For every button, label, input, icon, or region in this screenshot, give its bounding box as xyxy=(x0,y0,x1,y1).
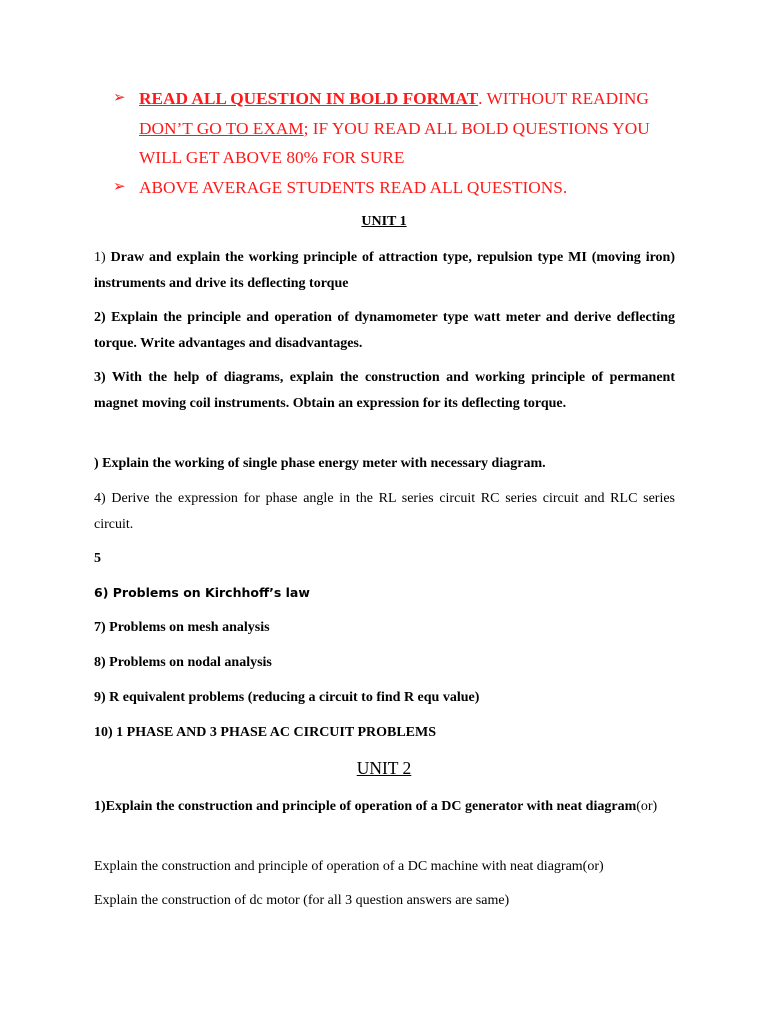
unit2-heading: UNIT 2 xyxy=(356,758,412,778)
unit1-question-3: 3) With the help of diagrams, explain the construction and working principle of permanent magnet moving coil instruments. Obtain an expression for its deflecting torque. xyxy=(94,370,675,411)
notice-line2-rest: ; IF YOU READ ALL BOLD QUESTIONS YOU xyxy=(303,118,650,138)
unit1-question-1 xyxy=(94,245,675,297)
unit1-question-2: 2) Explain the principle and operation of dynamometer type watt meter and derive deflecting torque. Write advantages and disadvantages. xyxy=(94,310,675,351)
unit1-question-9: 9) R equivalent problems (reducing a circuit to find R equ value) xyxy=(94,690,480,705)
notice-line4: ABOVE AVERAGE STUDENTS READ ALL QUESTIONS. xyxy=(139,177,568,197)
question-text: Draw and explain the working principle of attraction type, repulsion type MI (moving iron) instruments and drive its deflecting torque xyxy=(94,250,675,291)
notice-bullet-2 xyxy=(113,173,693,203)
unit2-question-1-alt-1: Explain the construction and principle of operation of a DC machine with neat diagram(or) xyxy=(94,859,604,874)
notice-bold-instruction: READ ALL QUESTION IN BOLD FORMAT xyxy=(139,89,479,108)
unit1-question-8: 8) Problems on nodal analysis xyxy=(94,655,272,670)
unit1-question-4: 4) Derive the expression for phase angle in the RL series circuit RC series circuit and RLC series circuit. xyxy=(94,491,675,532)
notice-block xyxy=(113,84,693,202)
unit1-question-10: 10) 1 PHASE AND 3 PHASE AC CIRCUIT PROBLEMS xyxy=(94,725,437,740)
question-number: 1) xyxy=(94,250,111,265)
unit1-question-7: 7) Problems on mesh analysis xyxy=(94,620,270,635)
question-text: 1)Explain the construction and principle of operation of a DC generator with neat diagram xyxy=(94,799,637,814)
notice-line1-rest: . WITHOUT READING xyxy=(478,89,649,108)
arrow-bullet-icon: ➢ xyxy=(113,178,126,195)
notice-exam-warning: DON’T GO TO EXAM xyxy=(139,118,304,138)
arrow-bullet-icon: ➢ xyxy=(113,90,126,106)
unit1-question-5: 5 xyxy=(94,551,101,566)
notice-line3: WILL GET ABOVE 80% FOR SURE xyxy=(139,148,405,167)
unit1-question-3b: ) Explain the working of single phase energy meter with necessary diagram. xyxy=(94,456,546,471)
unit1-heading: UNIT 1 xyxy=(361,214,407,229)
question-or: (or) xyxy=(636,799,658,814)
unit2-question-1-alt-2: Explain the construction of dc motor (for all 3 question answers are same) xyxy=(94,893,510,908)
unit2-question-1 xyxy=(94,794,675,820)
unit1-question-6: 6) Problems on Kirchhoff’s law xyxy=(94,585,310,600)
notice-bullet-1 xyxy=(113,84,693,173)
